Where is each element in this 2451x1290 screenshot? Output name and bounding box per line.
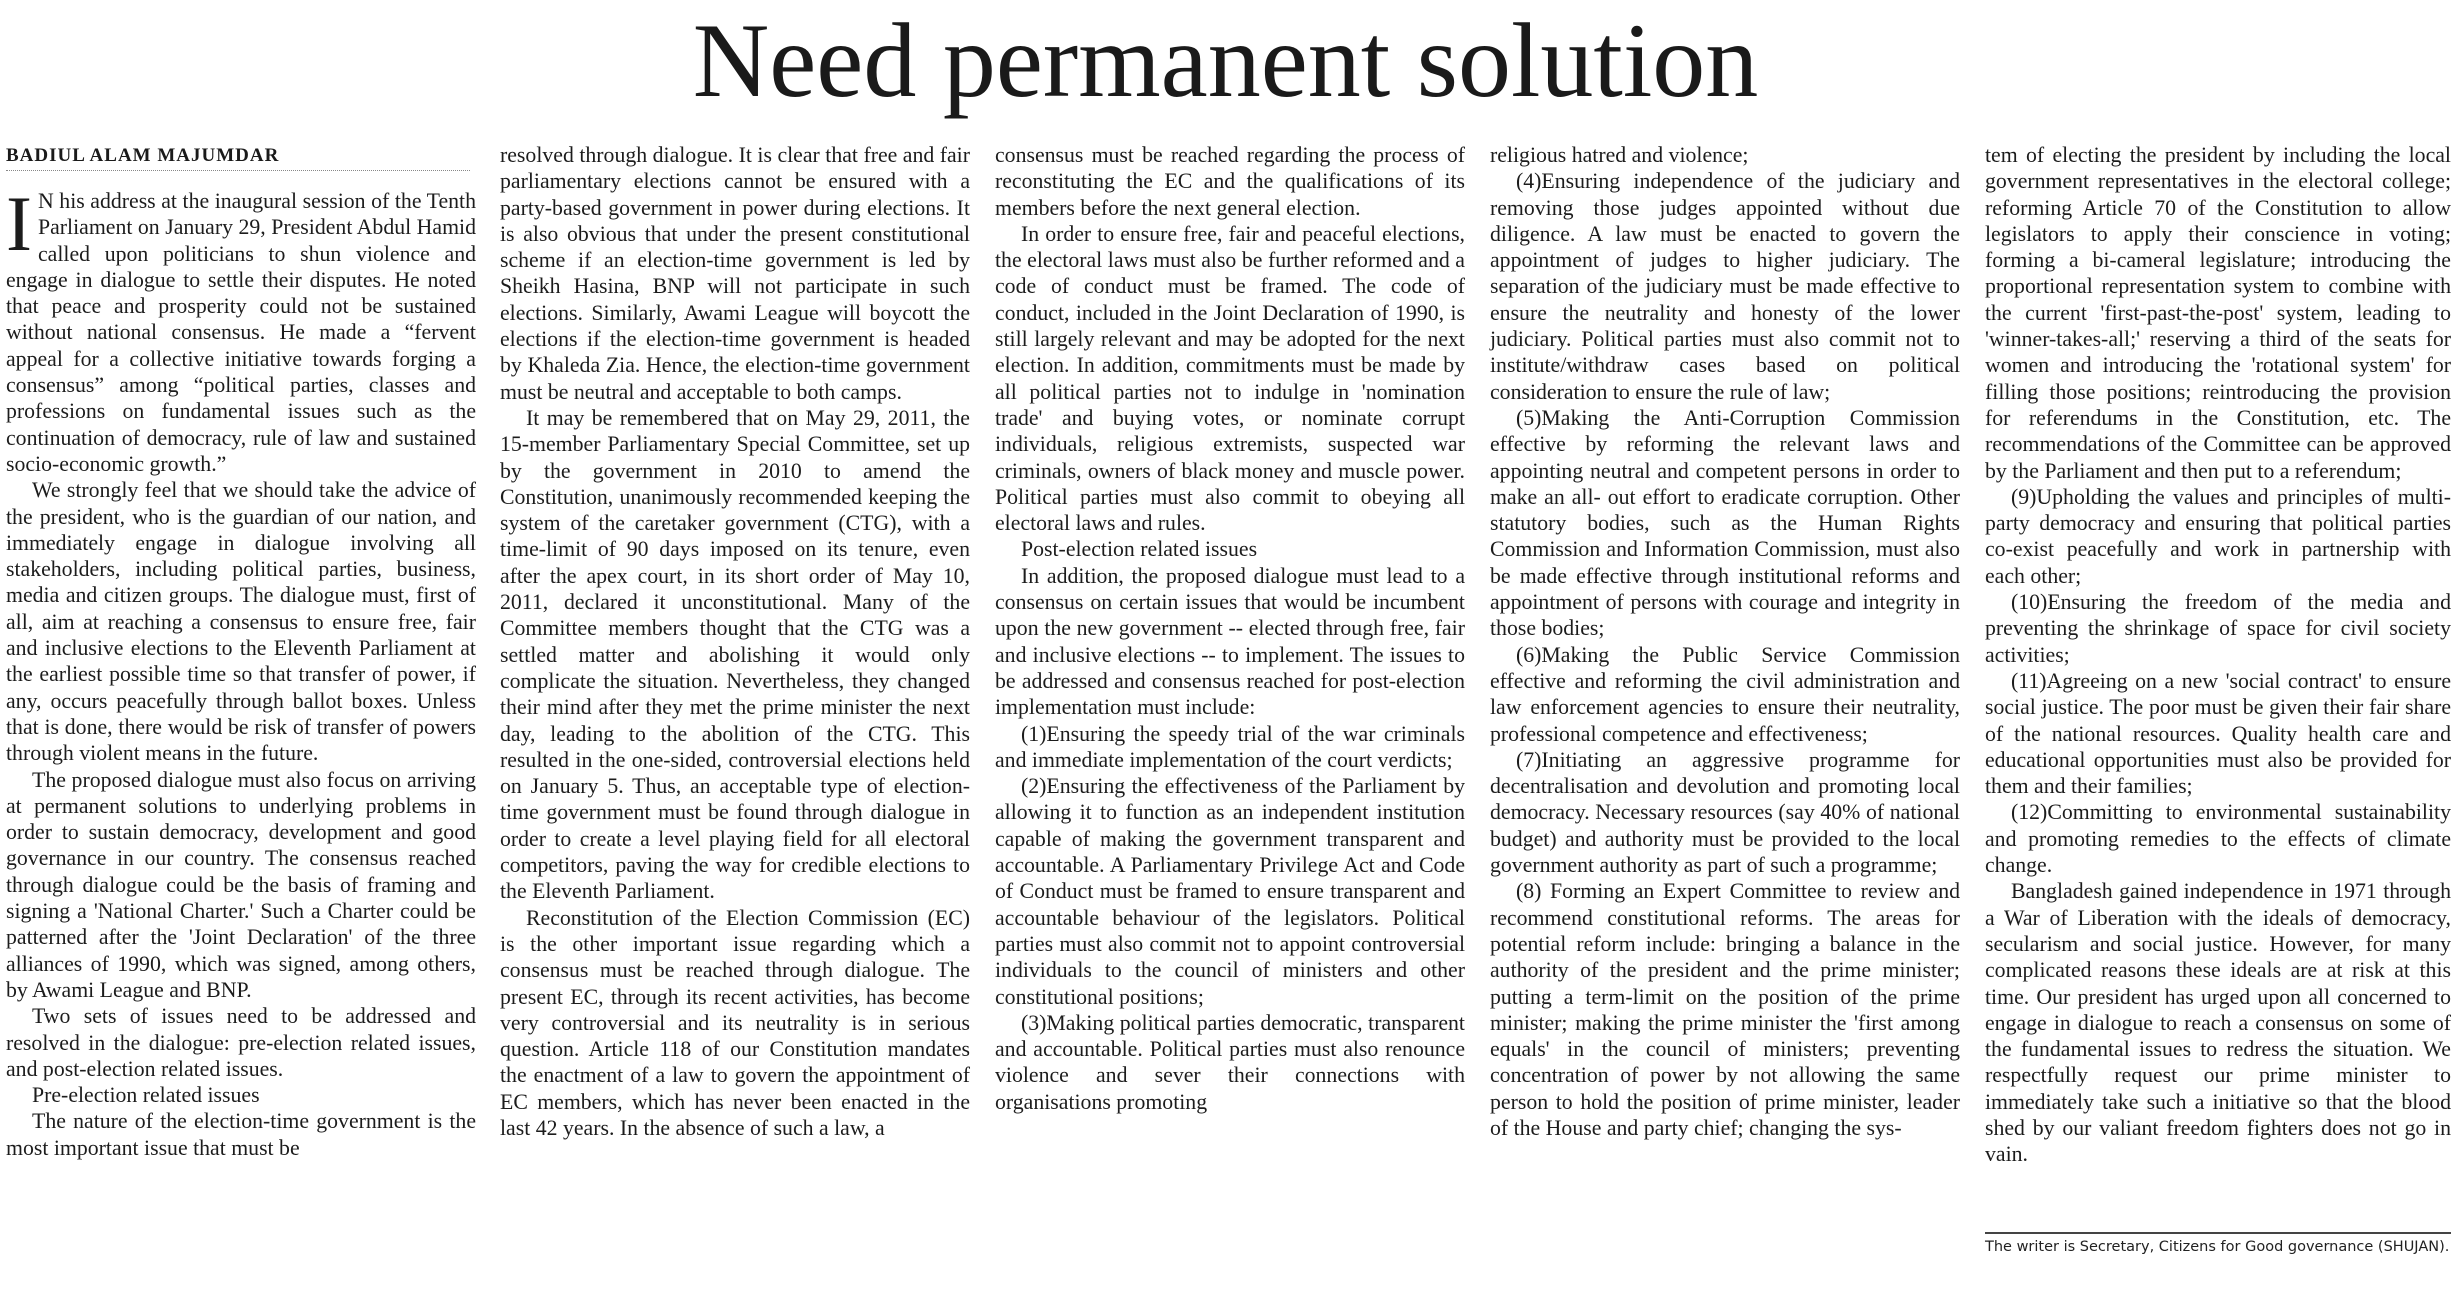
byline: BADIUL ALAM MAJUMDAR xyxy=(6,145,470,171)
list-item: (2)Ensuring the effectiveness of the Parliament by allowing it to function as an independent institution capable of making the government transparent and accountable. A Parliamentary Privilege Act and Code of Conduct must be framed to ensure transparent and accountable behaviour of the legislators. Political parties must also commit not to appoint controversial individuals to the council of ministers and other constitutional positions; xyxy=(995,774,1465,1009)
paragraph: tem of electing the president by including the local government representatives in the electoral college; reforming Article 70 of the Constitution to allow legislators to apply their conscience in voting; forming a bi-cameral legislature; introducing the proportional representation system to combine with the current 'first-past-the-post' system, leading to 'winner-takes-all;' reserving a third of the seats for women and introducing the 'rotational system' for filling those positions; reintroducing the provision for referendums in the Constitution, etc. The recommendations of the Committee can be approved by the Parliament and then put to a referendum; xyxy=(1985,143,2451,483)
list-item: (10)Ensuring the freedom of the media and preventing the shrinkage of space for civil society activities; xyxy=(1985,590,2451,667)
headline: Need permanent solution xyxy=(692,2,1759,119)
column-2 xyxy=(500,142,970,1141)
paragraph: In addition, the proposed dialogue must lead to a consensus on certain issues that would be incumbent upon the new government -- elected through free, fair and inclusive elections -- to implement. The issues to be addressed and consensus reached for post-election implementation must include: xyxy=(995,563,1465,720)
list-item: (5)Making the Anti-Corruption Commission effective by reforming the relevant laws and appointing neutral and competent persons in order to make an all- out effort to eradicate corruption. Other statutory bodies, such as the Human Rights Commission and Information Commission, must also be made effective through institutional reforms and appointment of persons with courage and integrity in those bodies; xyxy=(1490,405,1960,641)
column-1 xyxy=(6,180,476,1161)
list-item: (11)Agreeing on a new 'social contract' to ensure social justice. The poor must be given their fair share of the national resources. Quality health care and educational opportunities must also be provided for them and their families; xyxy=(1985,668,2451,799)
paragraph: The proposed dialogue must also focus on arriving at permanent solutions to underlying problems in order to sustain democracy, development and good governance in our country. The consensus reached through dialogue could be the basis of framing and signing a 'National Charter.' Such a Charter could be patterned after the 'Joint Declaration' of the three alliances of 1990, which was signed, among others, by Awami League and BNP. xyxy=(6,767,476,1002)
list-item: (9)Upholding the values and principles of multi-party democracy and ensuring that political parties co-exist peacefully and work in partnership with each other; xyxy=(1985,484,2451,588)
column-5 xyxy=(1985,142,2451,1168)
list-item: (6)Making the Public Service Commission effective and reforming the civil administration and law enforcement agencies to ensure their neutrality, professional competence and effectiveness; xyxy=(1490,642,1960,746)
paragraph: resolved through dialogue. It is clear that free and fair parliamentary elections cannot be ensured with a party-based government in power during elections. It is also obvious that under the present constitutional scheme if an election-time government is led by Sheikh Hasina, BNP will not participate in such elections. Similarly, Awami League will boycott the elections if the election-time government is headed by Khaleda Zia. Hence, the election-time government must be neutral and acceptable to both camps. xyxy=(500,143,970,404)
subheading: Post-election related issues xyxy=(1021,537,1258,562)
column-4 xyxy=(1490,142,1960,1141)
subheading: Pre-election related issues xyxy=(32,1083,260,1108)
author-note: The writer is Secretary, Citizens for Good governance (SHUJAN). xyxy=(1985,1232,2451,1256)
paragraph: Bangladesh gained independence in 1971 through a War of Liberation with the ideals of democracy, secularism and social justice. However, for many complicated reasons these ideals are at risk at this time. Our president has urged upon all concerned to engage in dialogue to reach a consensus on some of the fundamental issues to redress the situation. We respectfully request our prime minister to immediately take such a initiative so that the blood shed by our valiant freedom fighters does not go in vain. xyxy=(1985,879,2451,1167)
paragraph: Two sets of issues need to be addressed and resolved in the dialogue: pre-election related issues, and post-election related issues. xyxy=(6,1004,476,1081)
paragraph: I N his address at the inaugural session of the Tenth Parliament on January 29, President Abdul Hamid called upon politicians to shun violence and engage in dialogue to settle their disputes. He noted that peace and prosperity could not be sustained without national consensus. He made a “fervent appeal for a collective initiative towards forging a consensus” among “political parties, classes and professions on fundamental issues such as the continuation of democracy, rule of law and sustained socio-economic growth.” xyxy=(6,180,476,476)
paragraph: consensus must be reached regarding the process of reconstituting the EC and the qualifications of its members before the next general election. xyxy=(995,143,1465,220)
list-item: (12)Committing to environmental sustainability and promoting remedies to the effects of climate change. xyxy=(1985,800,2451,878)
paragraph: religious hatred and violence; xyxy=(1490,143,1749,167)
list-item: (3)Making political parties democratic, transparent and accountable. Political parties must also renounce violence and sever their connections with organisations promoting xyxy=(995,1010,1465,1114)
list-item: (1)Ensuring the speedy trial of the war criminals and immediate implementation of the court verdicts; xyxy=(995,721,1465,772)
paragraph: In order to ensure free, fair and peaceful elections, the electoral laws must also be further reformed and a code of conduct must be framed. The code of conduct, included in the Joint Declaration of 1990, is still largely relevant and may be adopted for the next election. In addition, commitments must be made by all political parties not to indulge in 'nomination trade' and buying votes, or nominate corrupt individuals, religious extremists, suspected war criminals, owners of black money and muscle power. Political parties must also commit to obeying all electoral laws and rules. xyxy=(995,221,1465,536)
paragraph: We strongly feel that we should take the advice of the president, who is the guardian of our nation, and immediately engage in dialogue involving all stakeholders, including political parties, business, media and citizen groups. The dialogue must, first of all, aim at reaching a consensus to ensure free, fair and inclusive elections to the Eleventh Parliament at the earliest possible time so that transfer of power, if any, occurs peacefully through ballot boxes. Unless that is done, there would be risk of transfer of powers through violent means in the future. xyxy=(6,478,476,766)
paragraph: Reconstitution of the Election Commission (EC) is the other important issue regarding which a consensus must be reached through dialogue. The present EC, through its recent activities, has become very controversial and its neutrality is in serious question. Article 118 of our Constitution mandates the enactment of a law to govern the appointment of EC members, which has never been enacted in the last 42 years. In the absence of such a law, a xyxy=(500,905,970,1140)
column-3 xyxy=(995,142,1465,1115)
paragraph: The nature of the election-time government is the most important issue that must be xyxy=(6,1109,476,1160)
drop-cap: I xyxy=(6,180,32,267)
paragraph: It may be remembered that on May 29, 2011, the 15-member Parliamentary Special Committee, set up by the government in 2010 to amend the Constitution, unanimously recommended keeping the system of the caretaker government (CTG), with a time-limit of 90 days imposed on its tenure, even after the apex court, in its short order of May 10, 2011, declared it unconstitutional. Many of the Committee members thought that the CTG was a settled matter and abolishing it would only complicate the situation. Nevertheless, they changed their mind after they met the prime minister the next day, leading to the abolition of the CTG. This resulted in the one-sided, controversial elections held on January 5. Thus, an acceptable type of election-time government must be found through dialogue in order to create a level playing field for all electoral competitors, paving the way for credible elections to the Eleventh Parliament. xyxy=(500,405,970,904)
list-item: (7)Initiating an aggressive programme for decentralisation and devolution and promoting local democracy. Necessary resources (say 40% of national budget) and authority must be provided to the local government authority as part of such a programme; xyxy=(1490,747,1960,878)
list-item: (4)Ensuring independence of the judiciary and removing those judges appointed without due diligence. A law must be enacted to govern the appointment of judges to higher judiciary. The separation of the judiciary must be made effective to ensure the neutrality and honesty of the lower judiciary. Political parties must also commit not to institute/withdraw cases based on political consideration to ensure the rule of law; xyxy=(1490,169,1960,404)
list-item: (8) Forming an Expert Committee to review and recommend constitutional reforms. The areas for potential reform include: bringing a balance in the authority of the president and the prime minister; putting a term-limit on the position of the prime minister; making the prime minister the 'first among equals' in the council of ministers; preventing concentration of power by not allowing the same person to hold the position of prime minister, leader of the House and party chief; changing the sys- xyxy=(1490,879,1960,1140)
